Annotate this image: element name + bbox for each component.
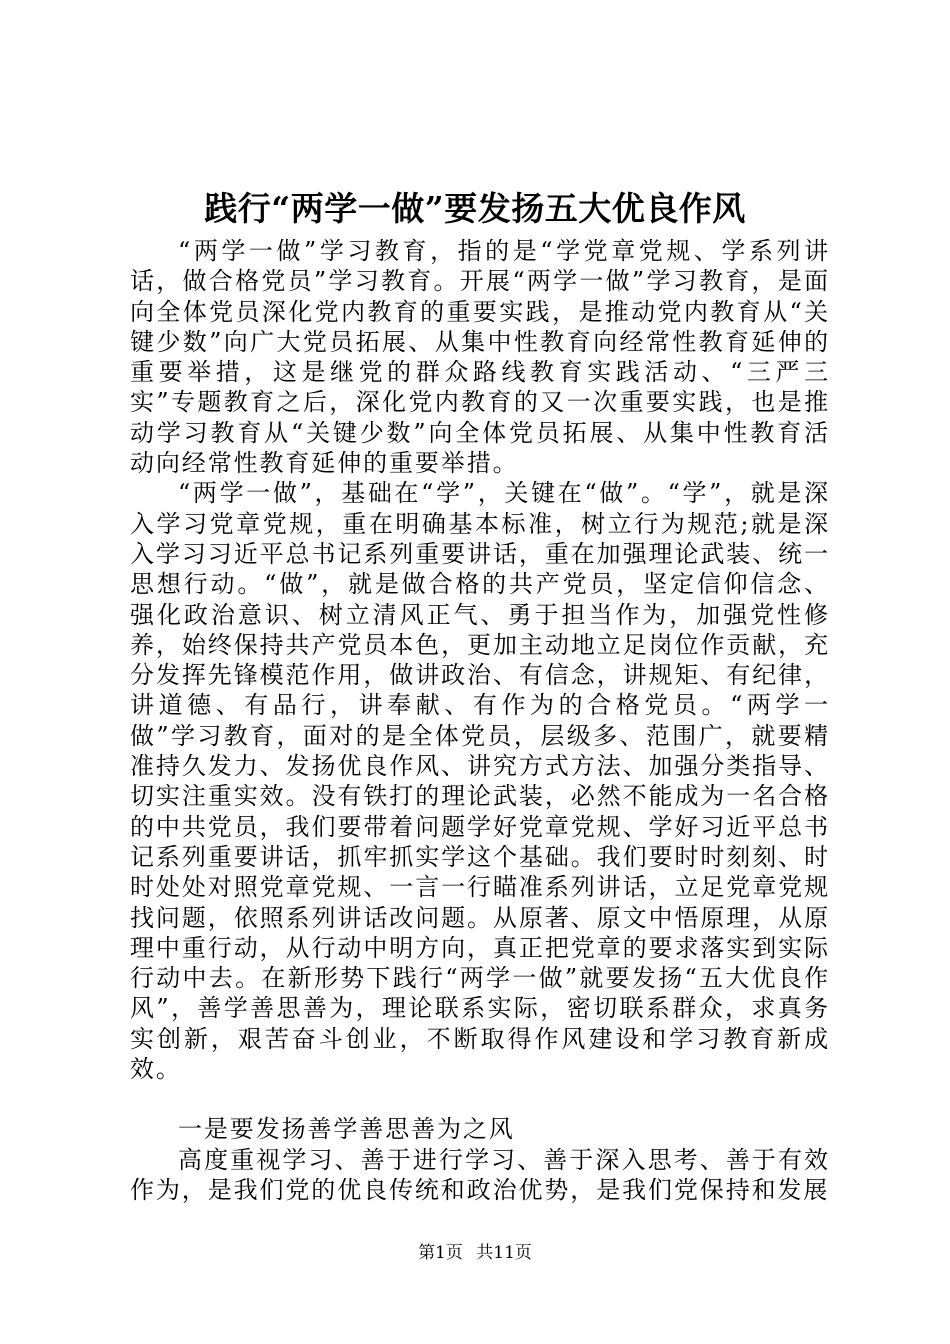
page-total: 共11页 bbox=[476, 1243, 532, 1263]
section-spacer bbox=[130, 1084, 830, 1114]
paragraph-section-one: 高度重视学习、善于进行学习、善于深入思考、善于有效作为，是我们党的优良传统和政治优势，是我们党保持和发展 bbox=[130, 1145, 830, 1204]
document-title: 践行“两学一做”要发扬五大优良作风 bbox=[204, 189, 746, 228]
section-heading: 一是要发扬善学善思善为之风 bbox=[178, 1115, 515, 1144]
paragraph-intro: “两学一做”学习教育，指的是“学党章党规、学系列讲话，做合格党员”学习教育。开展“两学一做”学习教育，是面向全体党员深化党内教育的重要实践，是推动党内教育从“关键少数”向广大党员拓展、从集中性教育向经常性教育延伸的重要举措，这是继党的群众路线教育实践活动、“三严三实”专题教育之后，深化党内教育的又一次重要实践，也是推动学习教育从“关键少数”向全体党员拓展、从集中性教育活动向经常性教育延伸的重要举措。 bbox=[130, 237, 830, 478]
page-footer bbox=[0, 1242, 950, 1264]
paragraph-two-study-one-do: “两学一做”，基础在“学”，关键在“做”。“学”，就是深入学习党章党规，重在明确基本标准，树立行为规范;就是深入学习习近平总书记系列重要讲话，重在加强理论武装、统一思想行动。“做”，就是做合格的共产党员，坚定信仰信念、强化政治意识、树立清风正气、勇于担当作为，加强党性修养，始终保持共产党员本色，更加主动地立足岗位作贡献，充分发挥先锋模范作用，做讲政治、有信念，讲规矩、有纪律，讲道德、有品行，讲奉献、有作为的合格党员。“两学一做”学习教育，面对的是全体党员，层级多、范围广，就要精准持久发力、发扬优良作风、讲究方式方法、加强分类指导、切实注重实效。没有铁打的理论武装，必然不能成为一名合格的中共党员，我们要带着问题学好党章党规、学好习近平总书记系列重要讲话，抓牢抓实学这个基础。我们要时时刻刻、时时处处对照党章党规、一言一行瞄准系列讲话，立足党章党规找问题，依照系列讲话改问题。从原著、原文中悟原理，从原理中重行动，从行动中明方向，真正把党章的要求落实到实际行动中去。在新形势下践行“两学一做”就要发扬“五大优良作风”，善学善思善为，理论联系实际，密切联系群众，求真务实创新，艰苦奋斗创业，不断取得作风建设和学习教育新成效。 bbox=[130, 479, 830, 1084]
page-number: 第1页 bbox=[418, 1243, 463, 1263]
document-body bbox=[130, 236, 830, 1205]
